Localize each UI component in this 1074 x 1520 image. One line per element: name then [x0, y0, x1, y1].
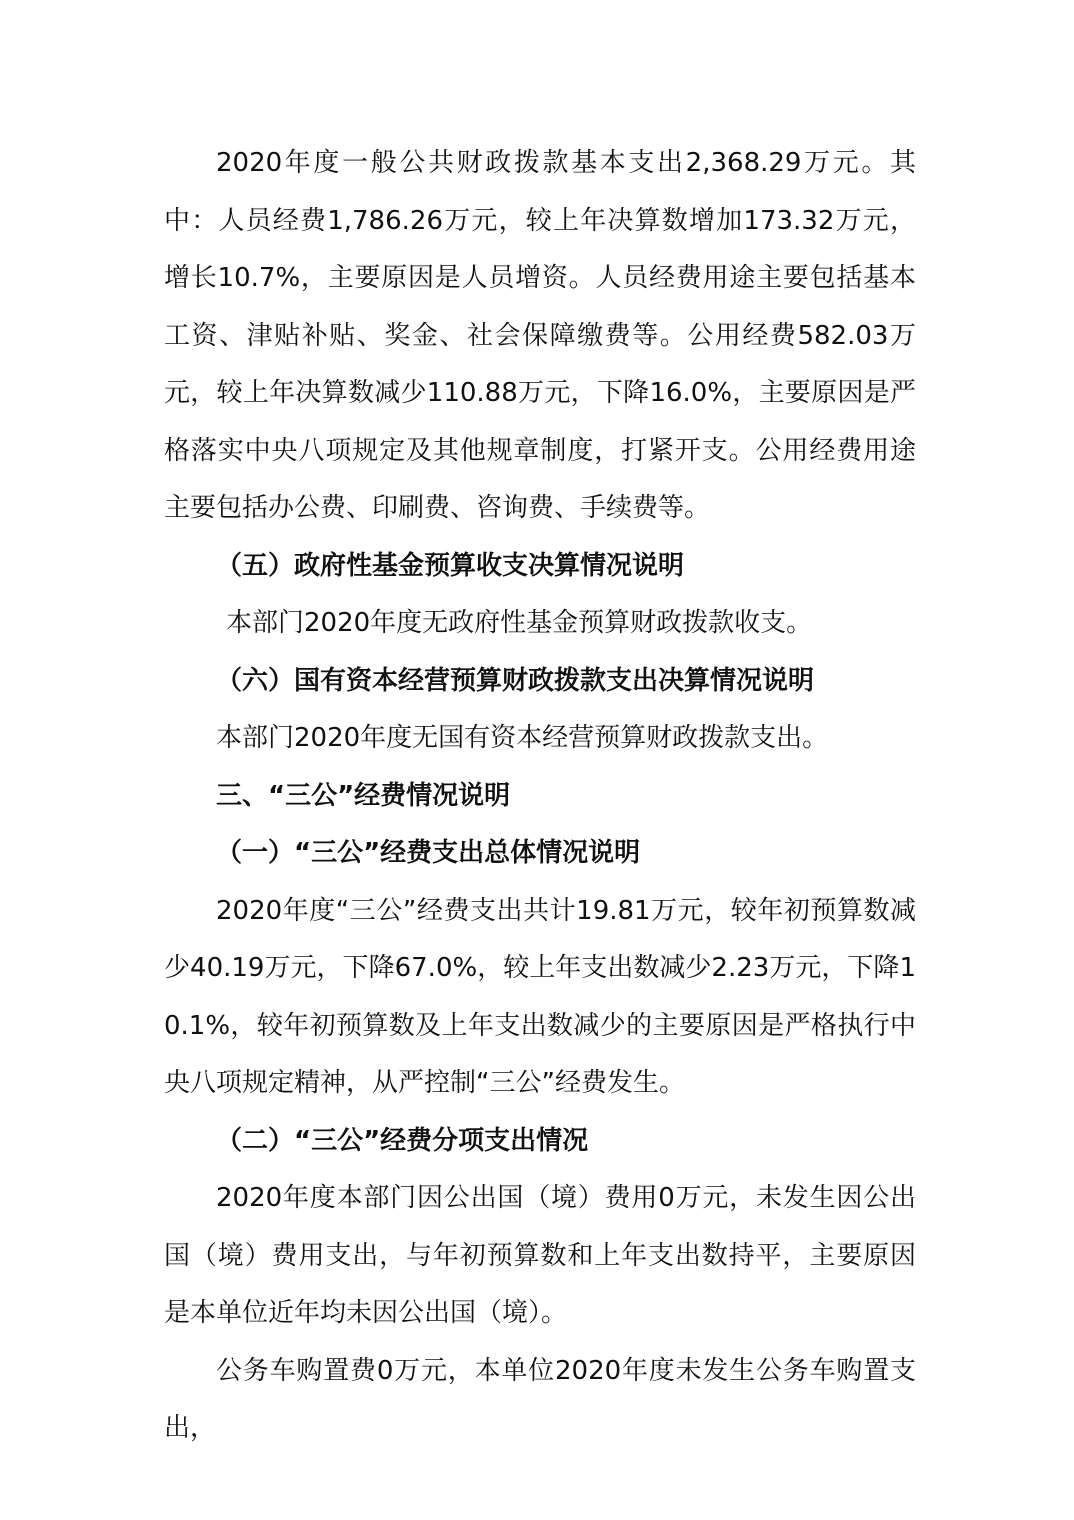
paragraph-vehicle-purchase: 公务车购置费0万元，本单位2020年度未发生公务车购置支出， [164, 1355, 916, 1443]
document-page [164, 135, 916, 1458]
paragraph-overseas-travel: 2020年度本部门因公出国（境）费用0万元，未发生因公出国（境）费用支出，与年初预算数和上年支出数持平，主要原因是本单位近年均未因公出国（境）。 [164, 1183, 916, 1328]
paragraph-three-public-overall: 2020年度“三公”经费支出共计19.81万元，较年初预算数减少40.19万元，下降67.0%，较上年支出数减少2.23万元，下降10.1%，较年初预算数及上年支出数减少的主要原因是严格执行中央八项规定精神，从严控制“三公”经费发生。 [164, 895, 916, 1098]
heading-government-fund: （五）政府性基金预算收支决算情况说明 [216, 550, 685, 581]
heading-three-public-items: （二）“三公”经费分项支出情况 [216, 1125, 589, 1156]
heading-three-public: 三、“三公”经费情况说明 [216, 780, 511, 811]
heading-three-public-overall: （一）“三公”经费支出总体情况说明 [216, 838, 641, 868]
heading-state-capital: （六）国有资本经营预算财政拨款支出决算情况说明 [216, 665, 815, 696]
paragraph-government-fund: 本部门2020年度无政府性基金预算财政拨款收支。 [226, 608, 813, 638]
paragraph-basic-expenditure: 2020年度一般公共财政拨款基本支出2,368.29万元。其中：人员经费1,786.26万元，较上年决算数增加173.32万元，增长10.7%，主要原因是人员增资。人员经费用途主要包括基本工资、津贴补贴、奖金、社会保障缴费等。公用经费582.03万元，较上年决算数减少110.88万元，下降16.0%，主要原因是严格落实中央八项规定及其他规章制度，打紧开支。公用经费用途主要包括办公费、印刷费、咨询费、手续费等。 [164, 148, 916, 523]
paragraph-state-capital: 本部门2020年度无国有资本经营预算财政拨款支出。 [216, 723, 829, 753]
